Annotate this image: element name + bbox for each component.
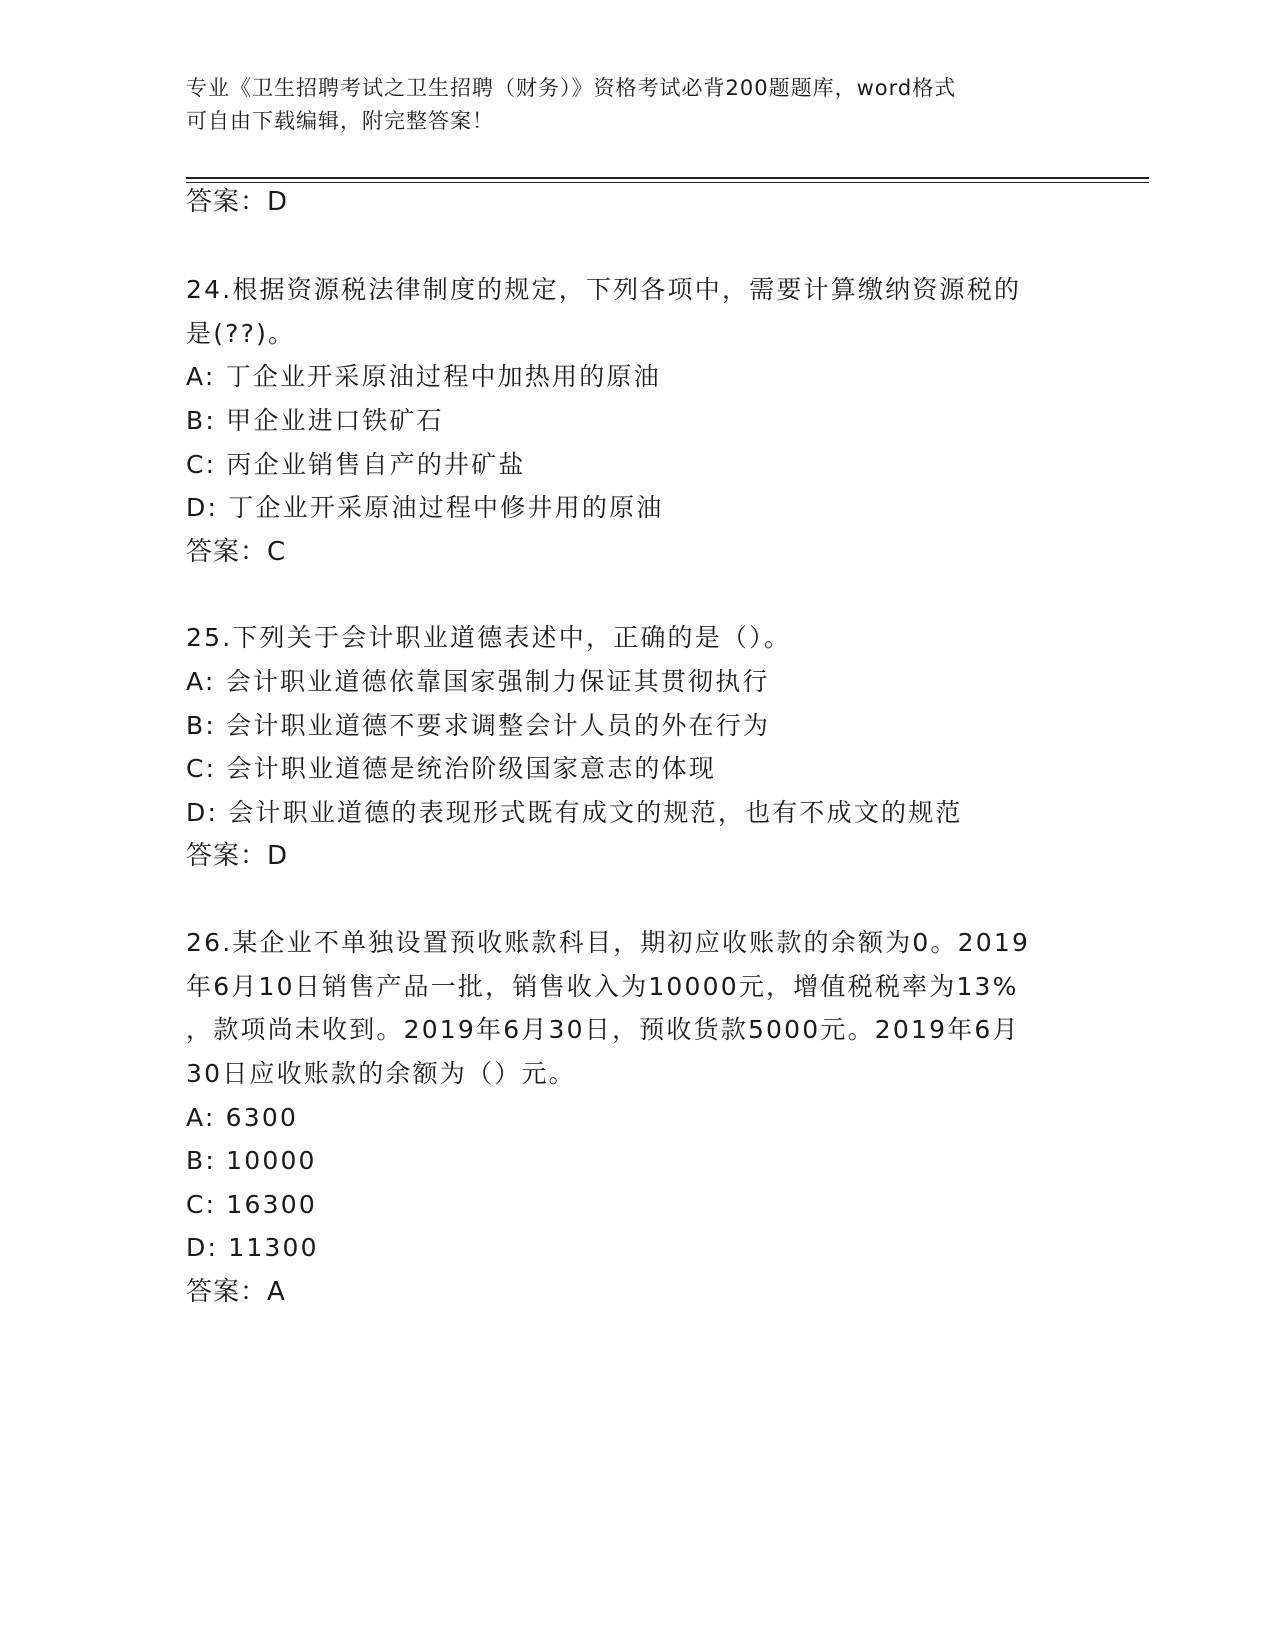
question-stem-line: 24.根据资源税法律制度的规定，下列各项中，需要计算缴纳资源税的 xyxy=(186,275,1022,304)
option-b: B: 10000 xyxy=(186,1146,317,1175)
option-a: A: 会计职业道德依靠国家强制力保证其贯彻执行 xyxy=(186,667,770,696)
option-c: C: 会计职业道德是统治阶级国家意志的体现 xyxy=(186,754,717,783)
header-divider-thin xyxy=(186,182,1149,183)
option-b: B: 会计职业道德不要求调整会计人员的外在行为 xyxy=(186,711,771,740)
option-c: C: 丙企业销售自产的井矿盐 xyxy=(186,450,526,479)
question-stem-line: 年6月10日销售产品一批，销售收入为10000元，增值税税率为13% xyxy=(186,972,1019,1001)
question-stem-line: 30日应收账款的余额为（）元。 xyxy=(186,1059,576,1088)
header-line-1: 专业《卫生招聘考试之卫生招聘（财务）》资格考试必背200题题库，word格式 xyxy=(186,76,957,100)
answer: 答案：D xyxy=(186,841,289,871)
option-a: A: 丁企业开采原油过程中加热用的原油 xyxy=(186,362,661,391)
option-d: D: 11300 xyxy=(186,1233,319,1262)
answer: 答案：A xyxy=(186,1277,286,1307)
header-divider-thick xyxy=(186,177,1149,179)
option-c: C: 16300 xyxy=(186,1190,317,1219)
option-d: D: 丁企业开采原油过程中修井用的原油 xyxy=(186,493,664,522)
header-line-2: 可自由下载编辑，附完整答案！ xyxy=(186,109,494,133)
question-stem-line: 26.某企业不单独设置预收账款科目，期初应收账款的余额为0。2019 xyxy=(186,928,1031,957)
previous-answer: 答案：D xyxy=(186,187,289,217)
document-header xyxy=(186,72,1066,138)
option-a: A: 6300 xyxy=(186,1103,299,1132)
answer: 答案：C xyxy=(186,537,287,567)
question-stem-line: 是(??)。 xyxy=(186,319,296,348)
option-d: D: 会计职业道德的表现形式既有成文的规范，也有不成文的规范 xyxy=(186,798,963,827)
question-stem-line: 25.下列关于会计职业道德表述中，正确的是（）。 xyxy=(186,623,792,652)
option-b: B: 甲企业进口铁矿石 xyxy=(186,406,444,435)
question-stem-line: ，款项尚未收到。2019年6月30日，预收货款5000元。2019年6月 xyxy=(186,1015,1020,1044)
